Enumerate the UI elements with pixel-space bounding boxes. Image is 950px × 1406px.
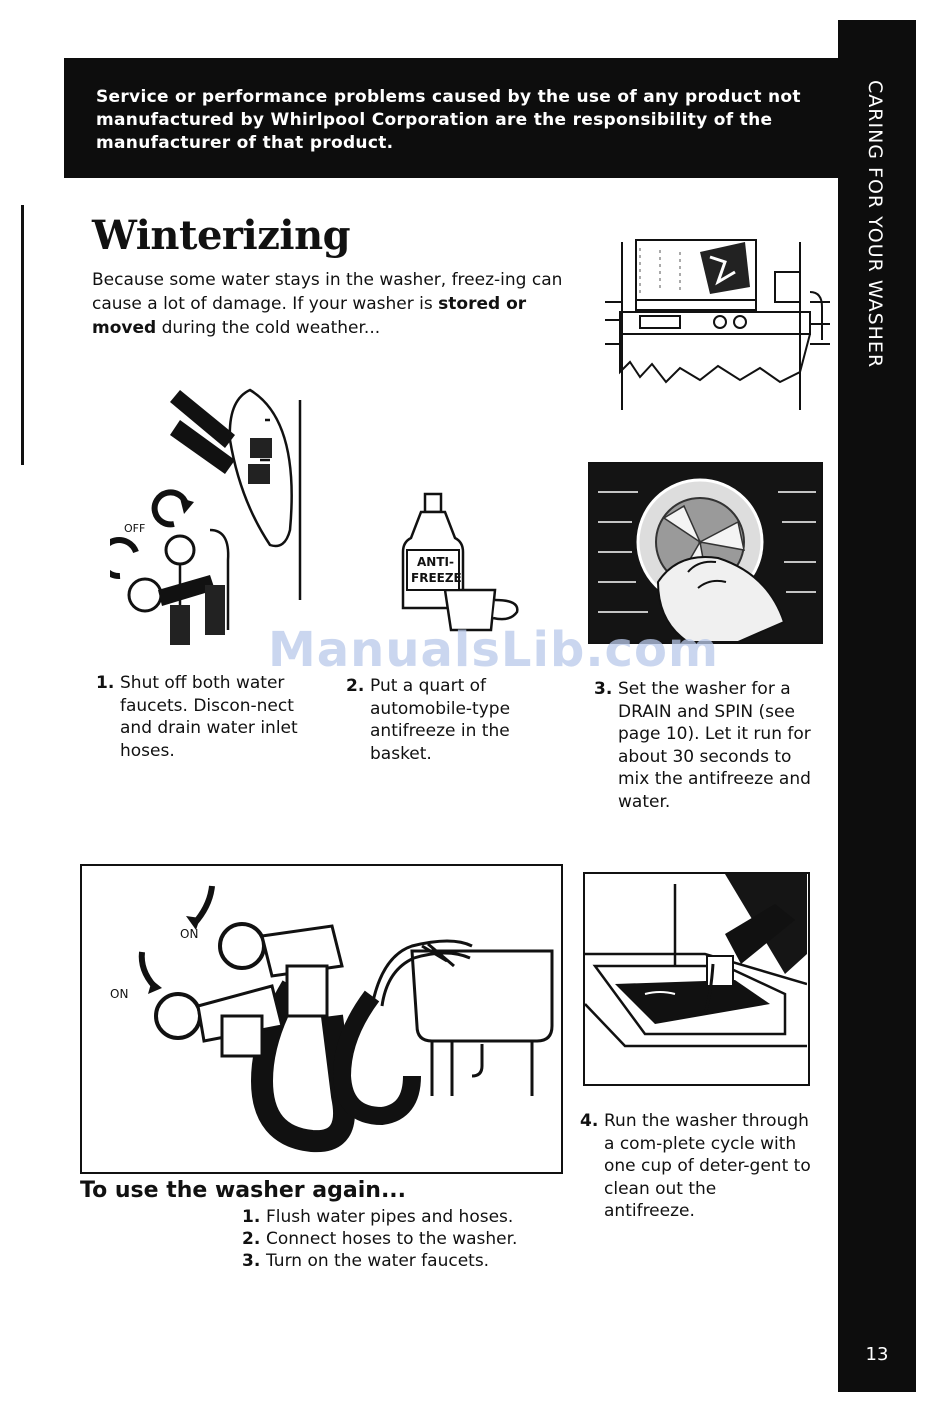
reuse-item-3: [242, 1250, 517, 1272]
step-2-text: Put a quart of automobile-type antifreeze in the basket.: [370, 676, 511, 764]
faucets-on-illustration: [82, 866, 560, 1171]
section-title: Winterizing: [92, 212, 351, 259]
step-4: [580, 1110, 812, 1223]
reuse-item-2: [242, 1228, 517, 1250]
faucets-off-illustration: [110, 380, 310, 650]
step-1: [96, 672, 326, 762]
reuse-heading: To use the washer again...: [80, 1178, 407, 1203]
step-3-number: 3.: [594, 679, 613, 699]
step-4-text: Run the washer through a com-plete cycle with one cup of deter-gent to clean out the antifreeze.: [604, 1111, 811, 1221]
side-tab: [838, 20, 916, 1392]
margin-bar: [21, 205, 24, 465]
side-tab-label: CARING FOR YOUR WASHER: [864, 80, 886, 369]
reuse-item-1-text: Flush water pipes and hoses.: [266, 1207, 514, 1227]
step-1-number: 1.: [96, 673, 115, 693]
faucets-on-frame: [80, 864, 563, 1174]
reuse-list: [242, 1206, 517, 1272]
antifreeze-illustration: [395, 490, 530, 640]
step-1-text: Shut off both water faucets. Discon-nect and drain water inlet hoses.: [120, 673, 298, 761]
reuse-item-2-text: Connect hoses to the washer.: [266, 1229, 518, 1249]
step-4-number: 4.: [580, 1111, 599, 1131]
reuse-item-2-number: 2.: [242, 1229, 261, 1249]
intro-text-end: during the cold weather...: [156, 318, 381, 338]
step-3: [594, 678, 822, 813]
washer-fill-illustration: [585, 874, 807, 1083]
reuse-item-1: [242, 1206, 517, 1228]
notice-banner: [64, 58, 852, 178]
notice-text: Service or performance problems caused by the use of any product not manufactured by Whirlpool Corporation are the responsibility of the manufacturer of that product.: [96, 87, 801, 153]
faucet-on-label-2: ON: [110, 987, 129, 1001]
step-3-text: Set the washer for a DRAIN and SPIN (see page 10). Let it run for about 30 seconds to mix the antifreeze and water.: [618, 679, 811, 812]
watermark: ManualsLib.com: [268, 622, 719, 678]
faucet-off-label: OFF: [124, 522, 146, 535]
intro-bold: stored or moved: [92, 294, 527, 338]
antifreeze-label-line2: FREEZE: [411, 571, 462, 585]
dial-illustration: [588, 462, 823, 644]
frozen-washer-illustration: [600, 232, 830, 412]
step-2: [346, 675, 566, 765]
page-number: 13: [865, 1344, 889, 1365]
intro-paragraph: [92, 268, 592, 340]
washer-fill-frame: [583, 872, 810, 1086]
reuse-item-3-number: 3.: [242, 1251, 261, 1271]
reuse-item-3-text: Turn on the water faucets.: [266, 1251, 490, 1271]
reuse-item-1-number: 1.: [242, 1207, 261, 1227]
step-2-number: 2.: [346, 676, 365, 696]
intro-text: Because some water stays in the washer, freez-ing can cause a lot of damage. If your washer is: [92, 270, 563, 314]
faucet-on-label-1: ON: [180, 927, 199, 941]
antifreeze-label-line1: ANTI-: [417, 555, 454, 569]
